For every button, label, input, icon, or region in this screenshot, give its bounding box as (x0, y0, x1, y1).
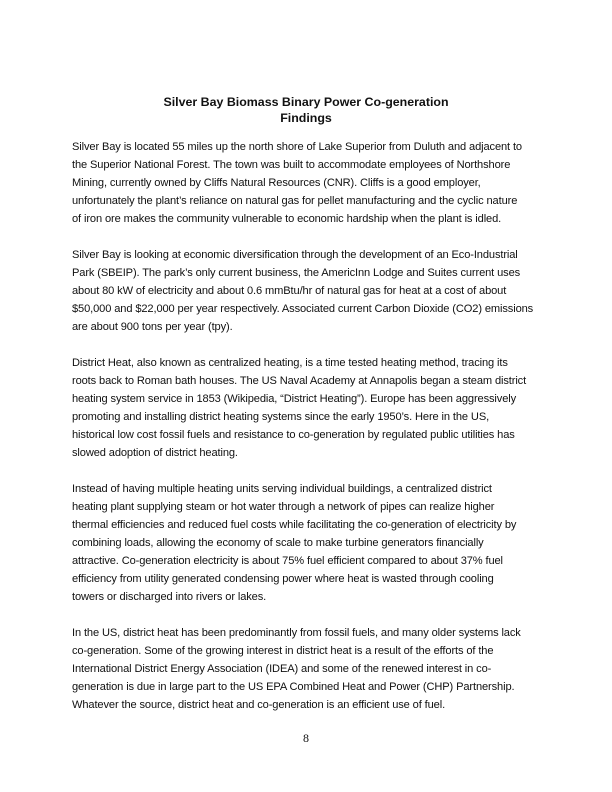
paragraph: In the US, district heat has been predominantly from fossil fuels, and many older systems lack co-generation. Some of the growing interest in district heat is a result of the efforts of the International District Energy Association (IDEA) and some of the renewed interest in co- generation is due in large part to the US EPA Combined Heat and Power (CHP) Partnership. Whatever the source, district heat and co-generation is an efficient use of fuel. (72, 627, 521, 711)
paragraph: Silver Bay is looking at economic diversification through the development of an Eco-Industrial Park (SBEIP). The park’s only current business, the AmericInn Lodge and Suites current uses about 80 kW of electricity and about 0.6 mmBtu/hr of natural gas for heat at a cost of about $50,000 and $22,000 per year respectively. Associated current Carbon Dioxide (CO2) emissions are about 900 tons per year (tpy). (72, 249, 534, 333)
page-number: 8 (303, 731, 309, 745)
paragraph: Silver Bay is located 55 miles up the north shore of Lake Superior from Duluth and adjacent to the Superior National Forest. The town was built to accommodate employees of Northshore Mining, currently owned by Cliffs Natural Resources (CNR). Cliffs is a good employer, unfortunately the plant’s reliance on natural gas for pellet manufacturing and the cyclic nature of iron ore makes the community vulnerable to economic hardship when the plant is idled. (72, 141, 522, 225)
document-body (72, 138, 544, 732)
document-subtitle: Findings (280, 111, 332, 125)
paragraph: District Heat, also known as centralized heating, is a time tested heating method, tracing its roots back to Roman bath houses. The US Naval Academy at Annapolis began a steam district heating system service in 1853 (Wikipedia, “District Heating”). Europe has been aggressively promoting and installing district heating systems since the early 1950’s. Here in the US, historical low cost fossil fuels and resistance to co-generation by regulated public utilities has slowed adoption of district heating. (72, 357, 527, 459)
title-block (0, 94, 612, 126)
paragraph: Instead of having multiple heating units serving individual buildings, a centralized district heating plant supplying steam or hot water through a network of pipes can realize higher thermal efficiencies and reduced fuel costs while facilitating the co-generation of electricity by combining loads, allowing the economy of scale to make turbine generators financially attractive. Co-generation electricity is about 75% fuel efficient compared to about 37% fuel efficiency from utility generated condensing power where heat is wasted through cooling towers or discharged into rivers or lakes. (72, 483, 517, 603)
document-title: Silver Bay Biomass Binary Power Co-generation (163, 95, 449, 109)
